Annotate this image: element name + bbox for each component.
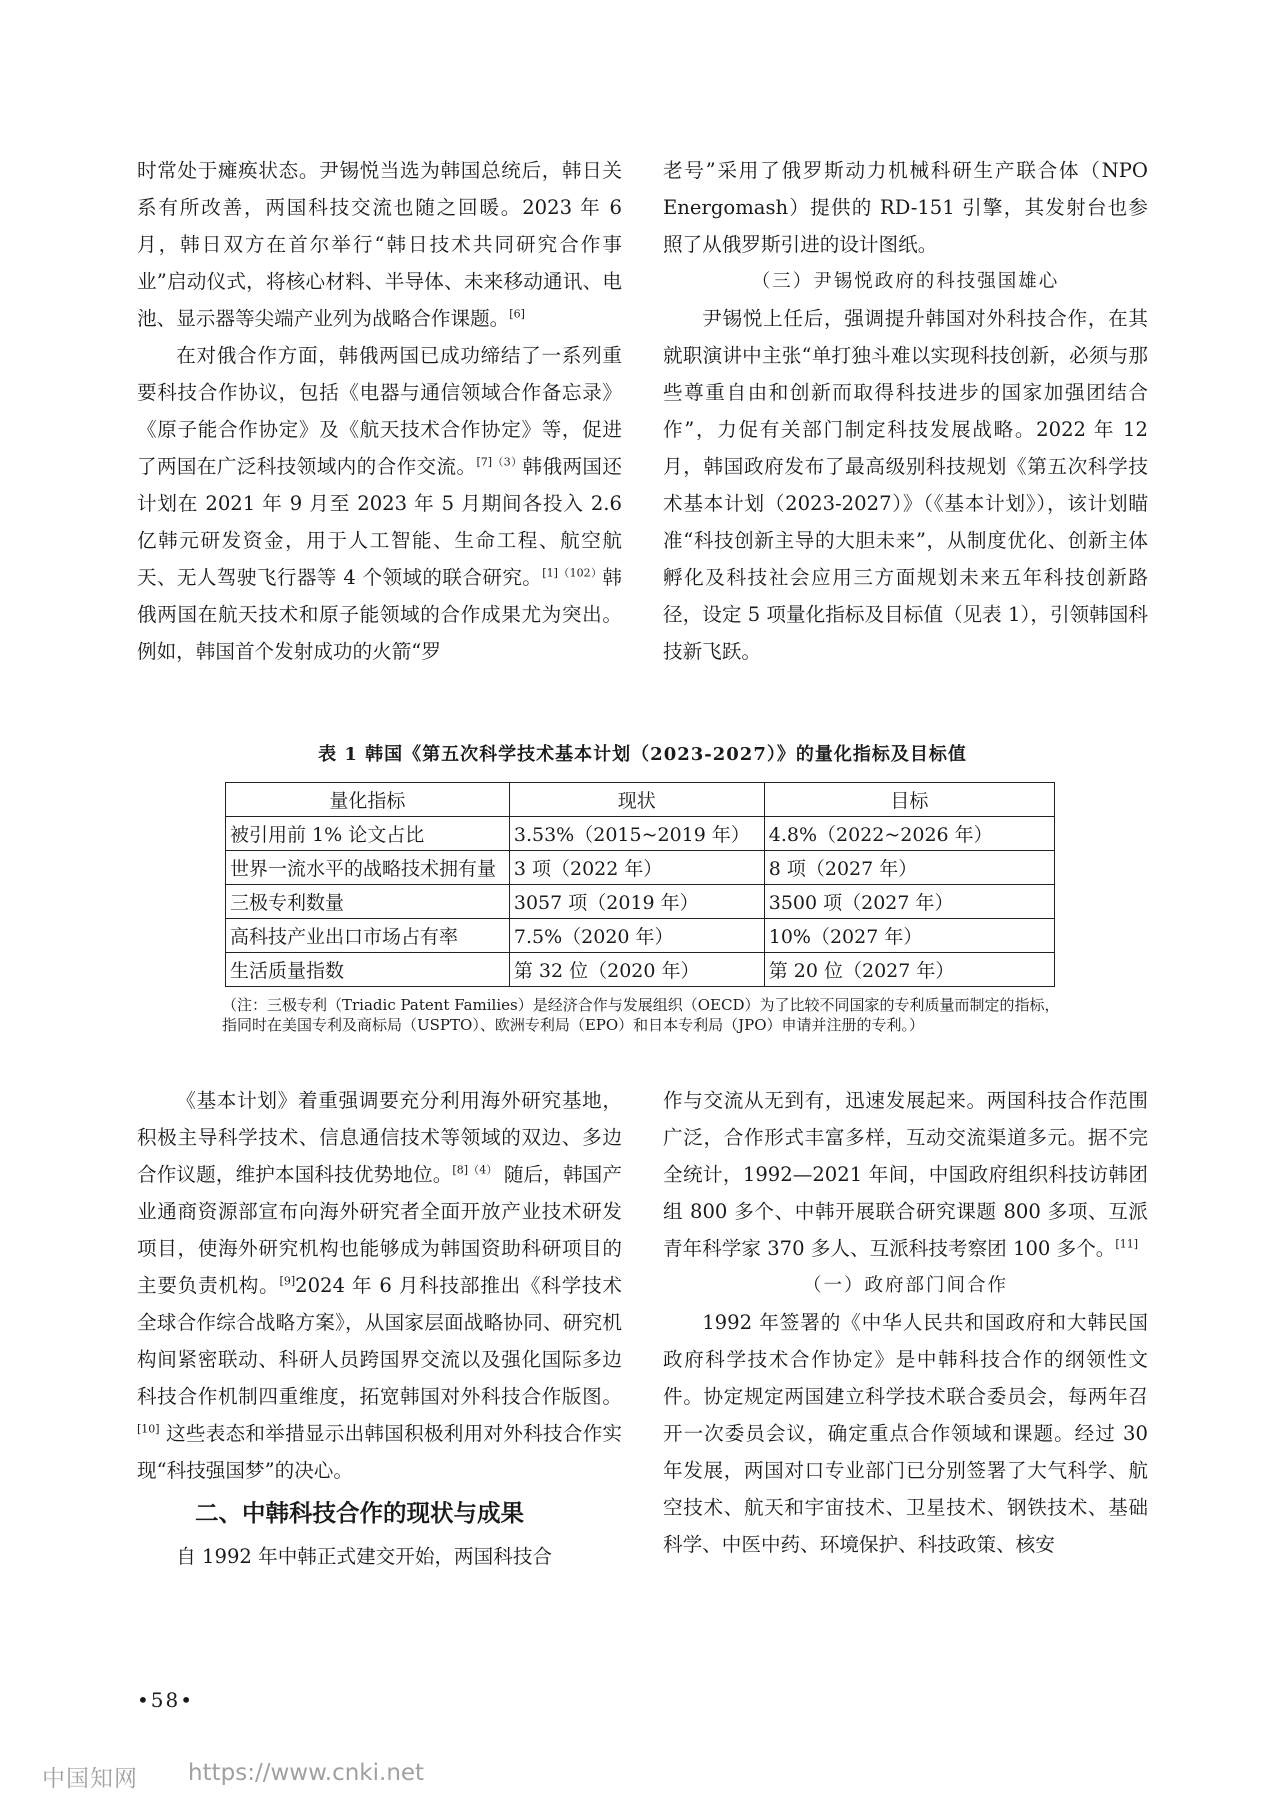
table-cell: 7.5%（2020 年） <box>509 919 764 953</box>
table-row <box>226 817 1055 851</box>
table-cell: 高科技产业出口市场占有率 <box>226 919 510 953</box>
table-cell: 世界一流水平的战略技术拥有量 <box>226 851 510 885</box>
table-cell: 3 项（2022 年） <box>509 851 764 885</box>
table-cell: 第 20 位（2027 年） <box>764 953 1054 987</box>
subsection-heading: （三）尹锡悦政府的科技强国雄心 <box>751 271 1060 292</box>
table-row <box>226 953 1055 987</box>
table-cell: 3500 项（2027 年） <box>764 885 1054 919</box>
table-cell: 3.53%（2015~2019 年） <box>509 817 764 851</box>
citation-ref: [9] <box>279 1274 296 1288</box>
table-note: （注：三极专利（Triadic Patent Families）是经济合作与发展组织（OECD）为了比较不同国家的专利质量而制定的指标，指同时在美国专利及商标局（USPTO）、欧洲专利局（EPO）和日本专利局（JPO）申请并注册的专利。） <box>222 996 1060 1034</box>
paragraph: 时常处于瘫痪状态。尹锡悦当选为韩国总统后，韩日关系有所改善，两国科技交流也随之回暖。2023 年 6 月，韩日双方在首尔举行“韩日技术共同研究合作事业”启动仪式，将核心材料、半导体、未来移动通讯、电池、显示器等尖端产业列为战略合作课题。[6] <box>137 159 622 330</box>
column-2 <box>663 152 1148 670</box>
paragraph: 老号”采用了俄罗斯动力机械科研生产联合体（NPO Energomash）提供的 RD-151 引擎，其发射台也参照了从俄罗斯引进的设计图纸。 <box>663 159 1148 256</box>
citation-ref: [11] <box>1115 1237 1138 1251</box>
table-row <box>226 885 1055 919</box>
subsection-heading: （一）政府部门间合作 <box>802 1275 1008 1296</box>
table-row <box>226 851 1055 885</box>
indicator-table <box>225 782 1055 987</box>
paragraph: 在对俄合作方面，韩俄两国已成功缔结了一系列重要科技合作协议，包括《电器与通信领域合作备忘录》《原子能合作协定》及《航天技术合作协定》等，促进了两国在广泛科技领域内的合作交流。$^{[7](3)}$韩俄两国还计划在 2021 年 9 月至 2023 年 5 月期间各投入 2.6 亿韩元研发资金，用于人工智能、生命工程、航空航天、无人驾驶飞行器等 4 个领域的联合研究。$^{[1](102)}$韩俄两国在航天技术和原子能领域的合作成果尤为突出。例如，韩国首个发射成功的火箭“罗 <box>137 344 622 663</box>
citation-ref: [8]（4） <box>452 1163 498 1177</box>
section-heading: 二、中韩科技合作的现状与成果 <box>195 1499 524 1527</box>
citation-ref: [7]（3） <box>476 455 523 469</box>
citation-ref: [6] <box>509 307 525 321</box>
column-3 <box>137 1082 622 1575</box>
table-cell: 10%（2027 年） <box>764 919 1054 953</box>
column-header: 目标 <box>764 783 1054 817</box>
paragraph: 《基本计划》着重强调要充分利用海外研究基地，积极主导科学技术、信息通信技术等领域的双边、多边合作议题，维护本国科技优势地位。$^{[8](4)}$ 随后，韩国产业通商资源部宣布向海外研究者全面开放产业技术研发项目，使海外研究机构也能够成为韩国资助科研项目的主要负责机构。[9]2024 年 6 月科技部推出《科学技术全球合作综合战略方案》，从国家层面战略协同、研究机构间紧密联动、科研人员跨国界交流以及强化国际多边科技合作机制四重维度，拓宽韩国对外科技合作版图。[10] 这些表态和举措显示出韩国积极利用对外科技合作实现“科技强国梦”的决心。 <box>137 1089 623 1482</box>
footer-url[interactable]: https://www.cnki.net <box>188 1760 425 1786</box>
table-row <box>226 919 1055 953</box>
paragraph: 尹锡悦上任后，强调提升韩国对外科技合作，在其就职演讲中主张“单打独斗难以实现科技创新，必须与那些尊重自由和创新而取得科技进步的国家加强团结合作”，力促有关部门制定科技发展战略。2022 年 12 月，韩国政府发布了最高级别科技规划《第五次科学技术基本计划（2023-2027）》（《基本计划》），该计划瞄准“科技创新主导的大胆未来”，从制度优化、创新主体孵化及科技社会应用三方面规划未来五年科技创新路径，设定 5 项量化指标及目标值（见表 1），引领韩国科技新飞跃。 <box>663 307 1148 663</box>
column-1 <box>137 152 622 670</box>
table-header-row <box>226 783 1055 817</box>
table-cell: 3057 项（2019 年） <box>509 885 764 919</box>
table-cell: 第 32 位（2020 年） <box>509 953 764 987</box>
paragraph: 作与交流从无到有，迅速发展起来。两国科技合作范围广泛，合作形式丰富多样，互动交流渠道多元。据不完全统计，1992—2021 年间，中国政府组织科技访韩团组 800 多个、中韩开展联合研究课题 800 多项、互派青年科学家 370 多人、互派科技考察团 100 多个。[11] <box>663 1089 1148 1260</box>
table-cell: 被引用前 1% 论文占比 <box>226 817 510 851</box>
table-cell: 三极专利数量 <box>226 885 510 919</box>
column-4 <box>663 1082 1148 1563</box>
cnki-logo: 中国知网 <box>42 1766 138 1792</box>
table-caption: 表 1 韩国《第五次科学技术基本计划（2023-2027）》的量化指标及目标值 <box>318 744 967 765</box>
table-cell: 4.8%（2022~2026 年） <box>764 817 1054 851</box>
column-header: 量化指标 <box>226 783 510 817</box>
column-header: 现状 <box>509 783 764 817</box>
table-cell: 生活质量指数 <box>226 953 510 987</box>
paragraph: 自 1992 年中韩正式建交开始，两国科技合 <box>176 1545 553 1568</box>
citation-ref: [10] <box>137 1422 160 1436</box>
table-cell: 8 项（2027 年） <box>764 851 1054 885</box>
page-number: •58• <box>137 1688 195 1712</box>
citation-ref: [1]（102） <box>542 566 603 580</box>
paragraph: 1992 年签署的《中华人民共和国政府和大韩民国政府科学技术合作协定》是中韩科技合作的纲领性文件。协定规定两国建立科学技术联合委员会，每两年召开一次委员会议，确定重点合作领域和课题。经过 30 年发展，两国对口专业部门已分别签署了大气科学、航空技术、航天和宇宙技术、卫星技术、钢铁技术、基础科学、中医中药、环境保护、科技政策、核安 <box>663 1311 1148 1556</box>
